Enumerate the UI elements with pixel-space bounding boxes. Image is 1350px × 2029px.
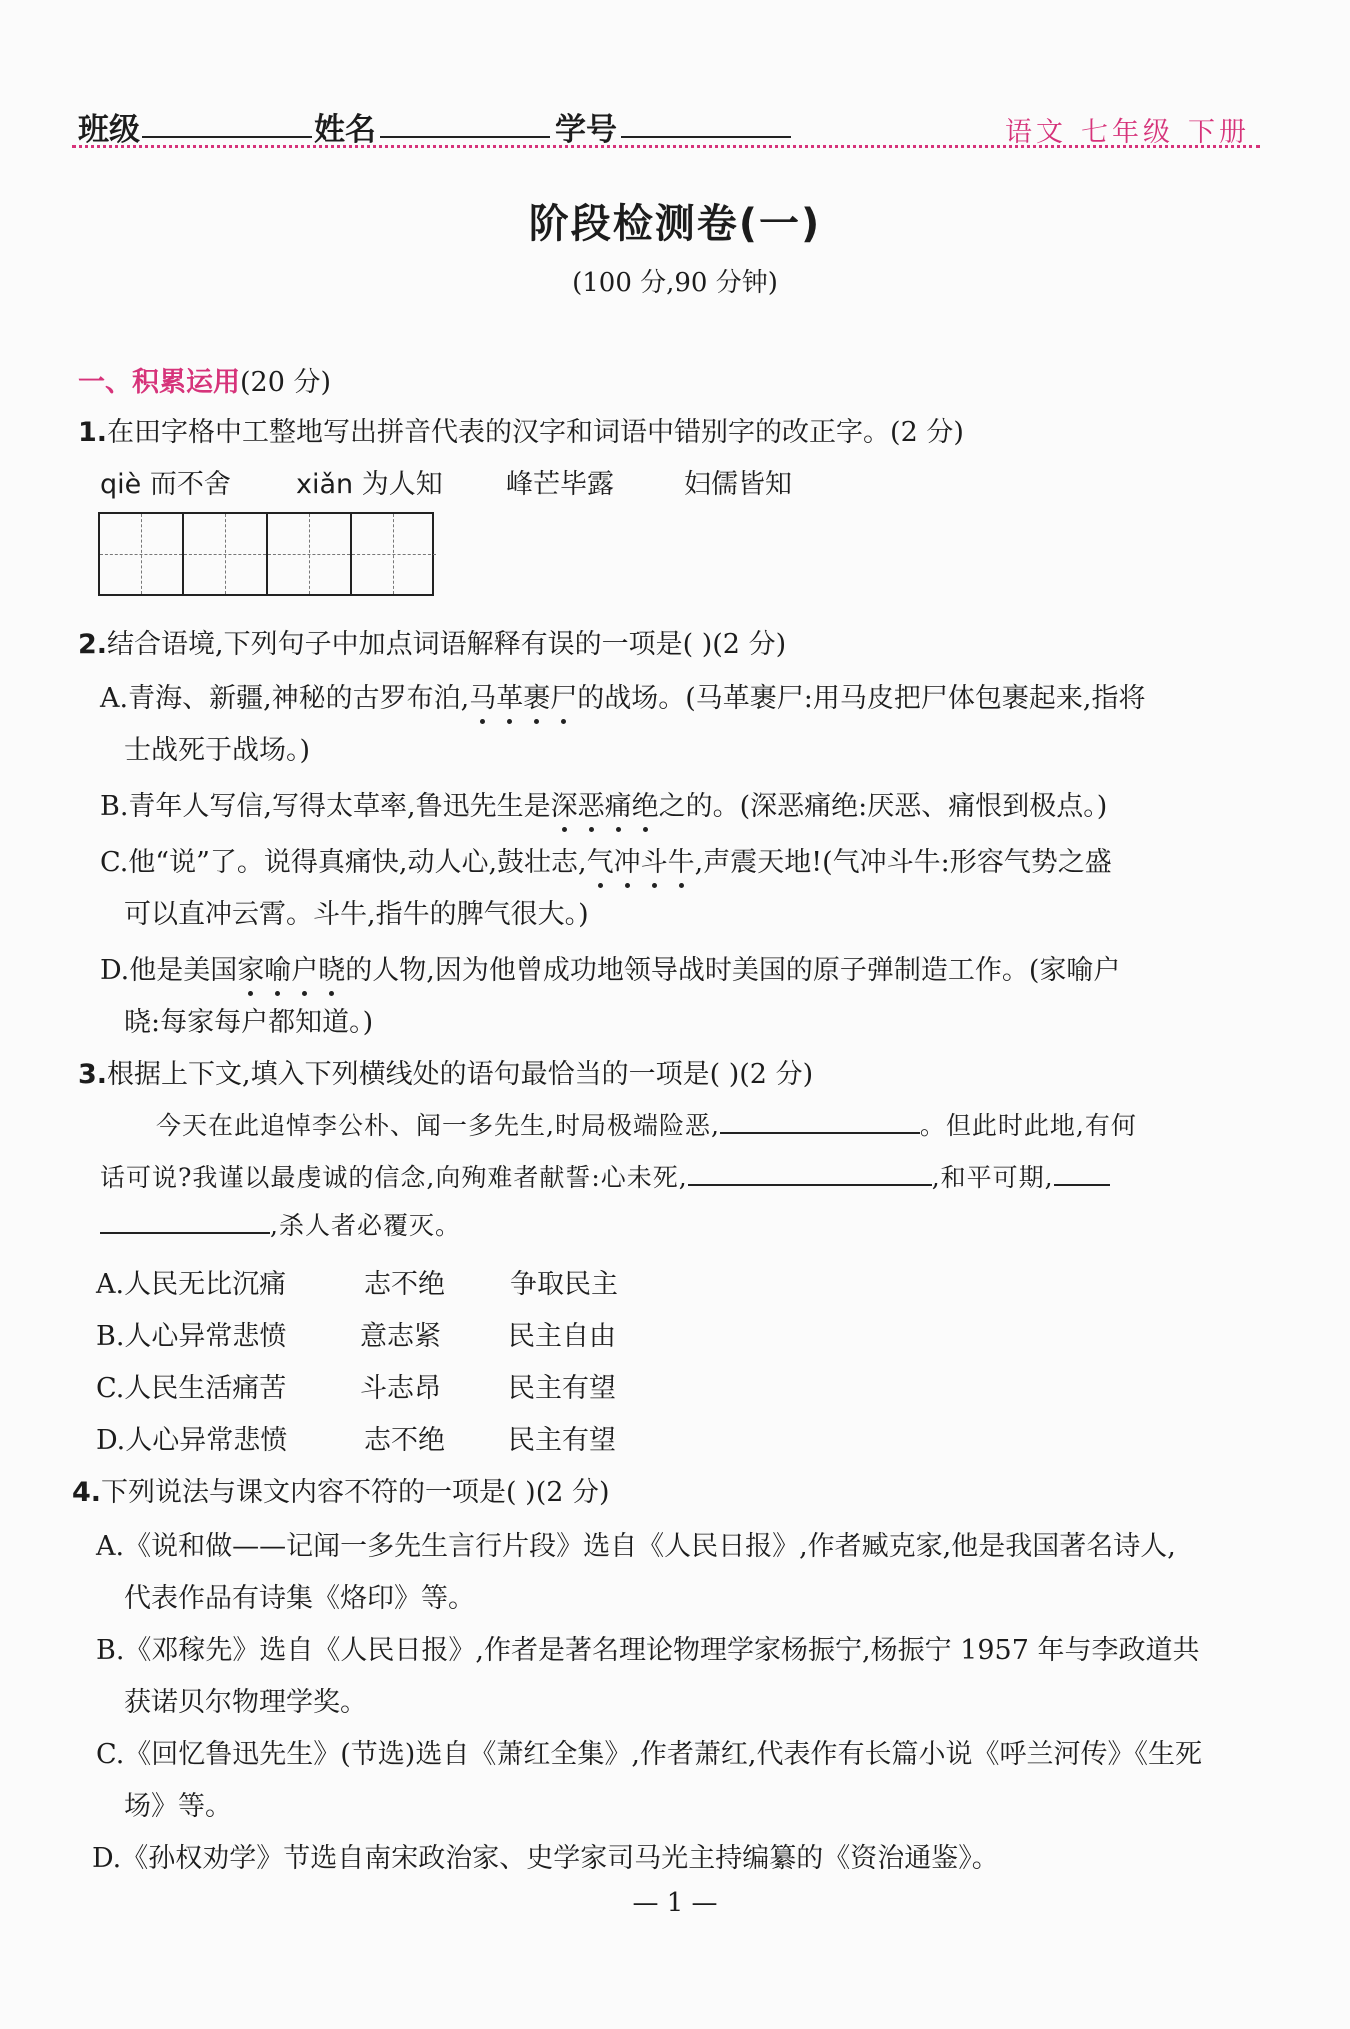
q3-option-d: D.人心异常悲愤 (96, 1425, 288, 1456)
q4-option-b-cont: 获诺贝尔物理学奖。 (124, 1687, 367, 1718)
q3-option-d-3: 民主有望 (508, 1425, 616, 1456)
emphasis-dot-char: 绝 (631, 791, 659, 822)
name-blank (380, 136, 550, 138)
volume: 下册 (1188, 117, 1250, 148)
section-score: (20 分) (240, 367, 332, 398)
emphasis-dot-char: 牛 (667, 847, 695, 878)
q3-passage-1: 今天在此追悼李公朴、闻一多先生,时局极端险恶, 。但此时此地,有何 (156, 1106, 1137, 1142)
q3-passage-2: 话可说?我谨以最虔诚的信念,向殉难者献誓:心未死, ,和平可期, (100, 1158, 1110, 1194)
q2-option-d: D.他是美国家喻户晓的人物,因为他曾成功地领导战时美国的原子弹制造工作。(家喻户 (100, 955, 1121, 986)
q4-option-c-cont: 场》等。 (124, 1791, 232, 1822)
page-title: 阶段检测卷(一) (528, 201, 822, 247)
q3-option-b-2: 意志紧 (360, 1321, 441, 1352)
emphasis-dot-char: 深 (550, 791, 578, 822)
class-blank (142, 136, 312, 138)
q4-option-b: B.《邓稼先》选自《人民日报》,作者是著名理论物理学家杨振宁,杨振宁 1957 年与李政道共 (96, 1635, 1200, 1666)
question-number: 3. (78, 1059, 108, 1090)
emphasis-dot-char: 冲 (613, 847, 641, 878)
q1-item-3: 峰芒毕露 (506, 469, 614, 500)
emphasis-dot-char: 恶 (577, 791, 605, 822)
dotted-word (237, 955, 345, 986)
q3-option-a-3: 争取民主 (510, 1269, 618, 1300)
question-4 (72, 1470, 610, 1509)
name-label: 姓名 (314, 112, 376, 148)
section-title: 一、积累运用 (78, 367, 240, 398)
q3-option-d-2: 志不绝 (364, 1425, 445, 1456)
question-3 (78, 1052, 813, 1091)
q4-option-c: C.《回忆鲁迅先生》(节选)选自《萧红全集》,作者萧红,代表作有长篇小说《呼兰河传》《生死 (96, 1739, 1203, 1770)
q3-passage-3: ,杀人者必覆灭。 (100, 1206, 461, 1242)
emphasis-dot-char: 晓 (318, 955, 346, 986)
header-divider (72, 145, 1260, 148)
fill-blank-3[interactable] (1054, 1160, 1110, 1186)
fill-blank-1[interactable] (720, 1108, 920, 1134)
q1-item-4: 妇儒皆知 (684, 469, 792, 500)
q4-option-a: A.《说和做——记闻一多先生言行片段》选自《人民日报》,作者臧克家,他是我国著名诗人, (96, 1531, 1176, 1562)
q2-option-a-cont: 士战死于战场。) (124, 735, 311, 766)
q4-option-a-cont: 代表作品有诗集《烙印》等。 (124, 1583, 475, 1614)
fill-blank-2[interactable] (688, 1160, 932, 1186)
emphasis-dot-char: 裹 (523, 683, 551, 714)
question-2 (78, 622, 786, 661)
student-id-label: 学号 (555, 112, 617, 148)
q2-option-b: B.青年人写信,写得太草率,鲁迅先生是深恶痛绝之的。(深恶痛绝:厌恶、痛恨到极点。) (100, 791, 1108, 822)
question-text: 根据上下文,填入下列横线处的语句最恰当的一项是( )(2 分) (107, 1059, 814, 1090)
emphasis-dot-char: 革 (496, 683, 524, 714)
section-heading (78, 360, 331, 399)
dotted-word (587, 847, 695, 878)
q3-option-a: A.人民无比沉痛 (96, 1269, 287, 1300)
page-number: — 1 — (632, 1888, 718, 1918)
emphasis-dot-char: 马 (469, 683, 497, 714)
dotted-word (551, 791, 659, 822)
question-text: 下列说法与课文内容不符的一项是( )(2 分) (101, 1477, 610, 1508)
q3-option-c: C.人民生活痛苦 (96, 1373, 287, 1404)
question-text: 结合语境,下列句子中加点词语解释有误的一项是( )(2 分) (107, 629, 787, 660)
q3-option-b-3: 民主自由 (508, 1321, 616, 1352)
q4-option-d: D.《孙权劝学》节选自南宋政治家、史学家司马光主持编纂的《资治通鉴》。 (92, 1843, 999, 1874)
tianzige-grid[interactable] (98, 512, 434, 596)
emphasis-dot-char: 斗 (640, 847, 668, 878)
emphasis-dot-char: 户 (291, 955, 319, 986)
q3-option-a-2: 志不绝 (364, 1269, 445, 1300)
emphasis-dot-char: 气 (586, 847, 614, 878)
emphasis-dot-char: 痛 (604, 791, 632, 822)
q2-option-c-cont: 可以直冲云霄。斗牛,指牛的脾气很大。) (124, 899, 589, 930)
emphasis-dot-char: 家 (237, 955, 265, 986)
q2-option-c: C.他“说”了。说得真痛快,动人心,鼓壮志,气冲斗牛,声震天地!(气冲斗牛:形容气势之盛 (100, 847, 1112, 878)
question-1 (78, 410, 964, 449)
q2-option-d-cont: 晓:每家每户都知道。) (124, 1007, 374, 1038)
question-number: 1. (78, 417, 108, 448)
q2-option-a: A.青海、新疆,神秘的古罗布泊,马革裹尸的战场。(马革裹尸:用马皮把尸体包裹起来,指将 (100, 683, 1146, 714)
q3-option-b: B.人心异常悲愤 (96, 1321, 287, 1352)
q3-option-c-3: 民主有望 (508, 1373, 616, 1404)
grade: 七年级 (1081, 117, 1174, 148)
question-text: 在田字格中工整地写出拼音代表的汉字和词语中错别字的改正字。(2 分) (107, 417, 964, 448)
page-subtitle: (100 分,90 分钟) (572, 268, 778, 298)
subject: 语文 (1005, 117, 1067, 148)
emphasis-dot-char: 尸 (550, 683, 578, 714)
q1-item-1: qiè 而不舍 (100, 469, 231, 500)
question-number: 4. (72, 1477, 102, 1508)
dotted-word (469, 683, 577, 714)
fill-blank-3-cont[interactable] (100, 1208, 270, 1234)
question-number: 2. (78, 629, 108, 660)
student-id-blank (621, 136, 791, 138)
class-label: 班级 (78, 112, 140, 148)
q3-option-c-2: 斗志昂 (360, 1373, 441, 1404)
q1-item-2: xiǎn 为人知 (296, 469, 443, 500)
emphasis-dot-char: 喻 (264, 955, 292, 986)
book-info (1005, 110, 1250, 149)
